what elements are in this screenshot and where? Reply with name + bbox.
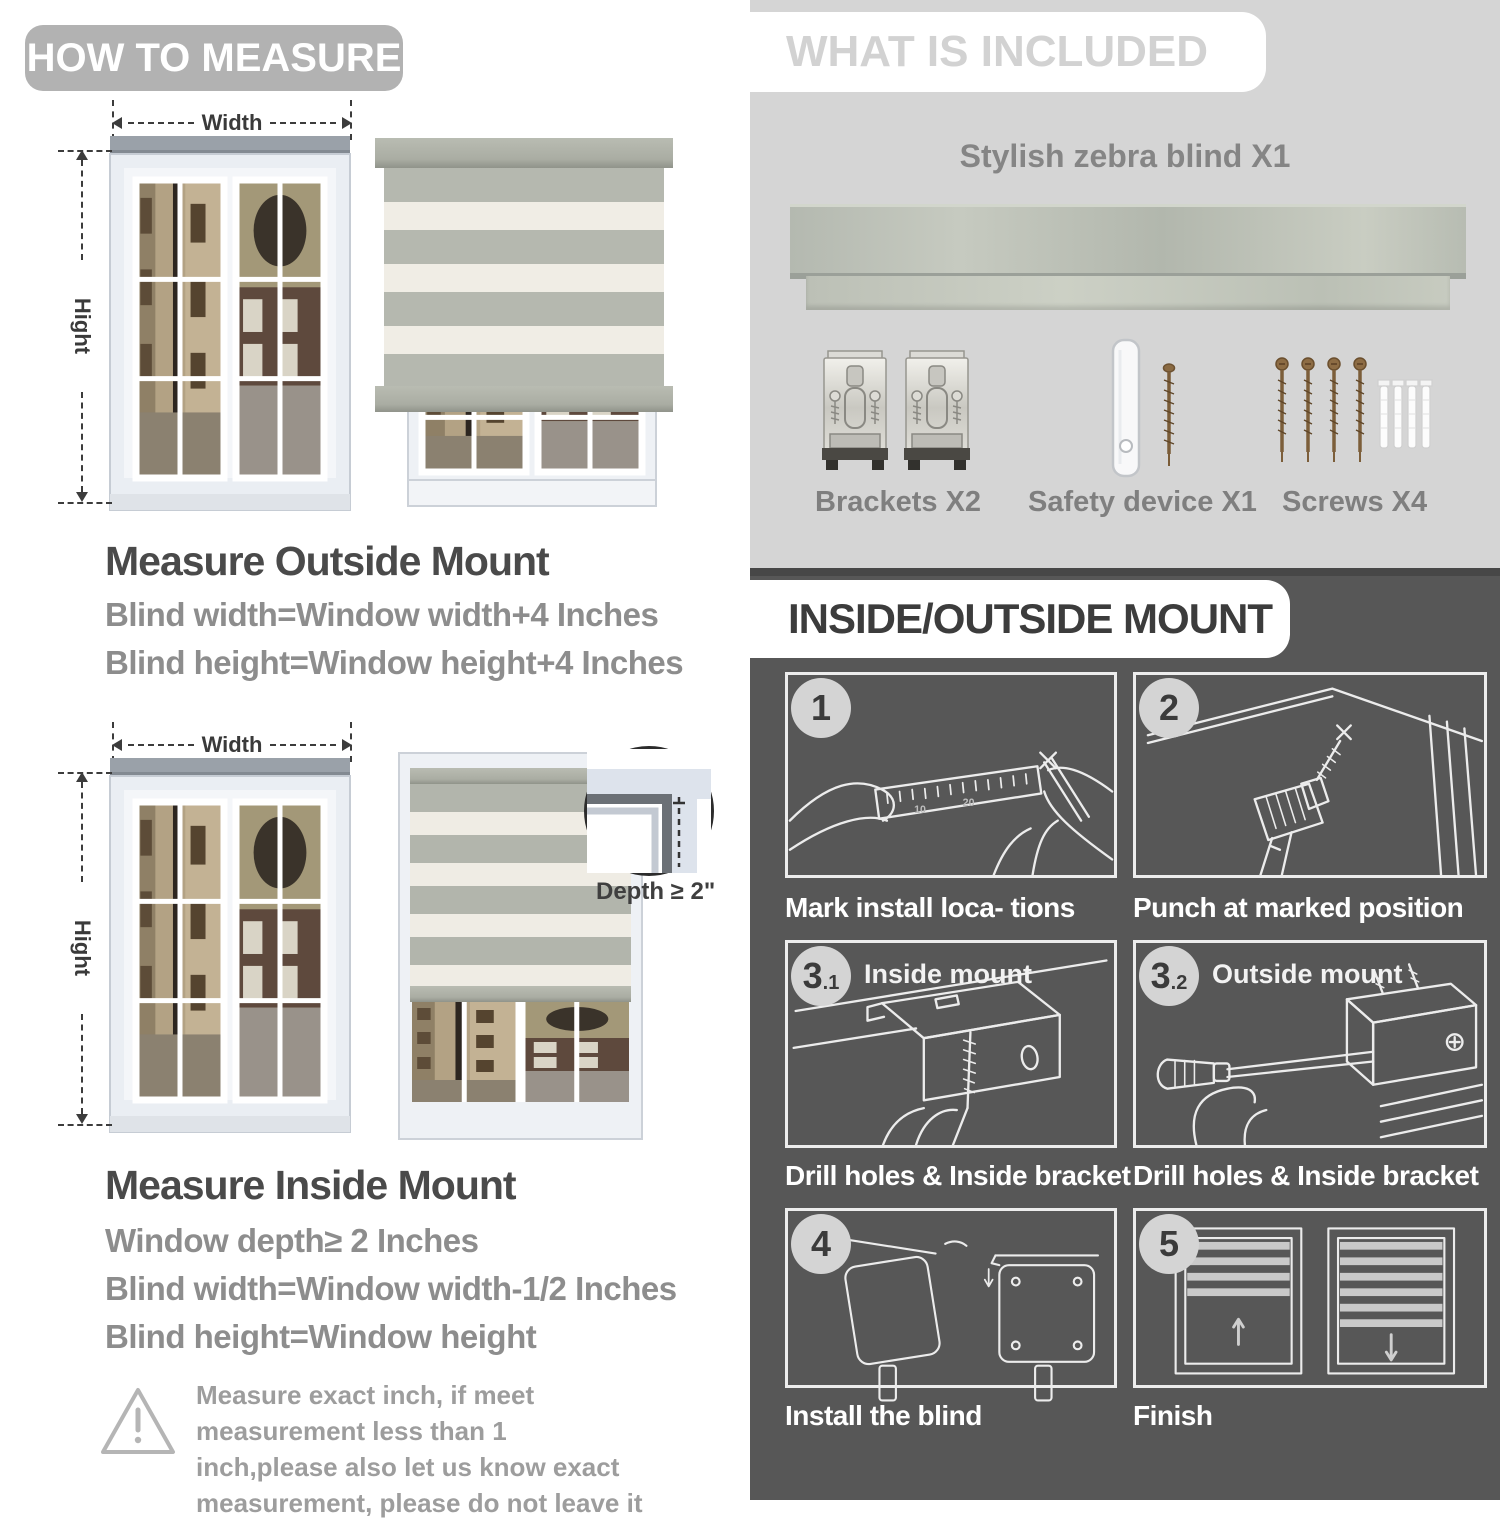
window-illustration-inside xyxy=(110,758,350,1132)
zebra-blind-headrail-lip xyxy=(806,276,1450,310)
product-title: Stylish zebra blind X1 xyxy=(959,138,1291,174)
blind-bottom-rail xyxy=(410,986,631,1002)
step-badge: 3 .2 xyxy=(1139,946,1199,1006)
step-box-2 xyxy=(1133,672,1487,878)
rule-line: Blind height=Window height xyxy=(105,1318,537,1355)
arrow-down-icon xyxy=(76,1114,88,1124)
step-badge: 2 xyxy=(1139,678,1199,738)
safety-device-label: Safety device X1 xyxy=(1028,486,1257,518)
blind-bottom-rail xyxy=(375,386,673,412)
what-is-included-title: WHAT IS INCLUDED xyxy=(786,27,1209,76)
depth-label: Depth ≥ 2" xyxy=(596,878,716,905)
step-inlabel-inside-mount: Inside mount xyxy=(864,959,1032,989)
warning-icon xyxy=(96,1382,180,1462)
step-box-1 xyxy=(785,672,1117,878)
how-to-measure-banner xyxy=(25,25,403,91)
screws-label: Screws X4 xyxy=(1282,486,1428,518)
step-caption-4: Install the blind xyxy=(785,1400,982,1431)
brackets-label: Brackets X2 xyxy=(815,486,982,518)
arrow-up-icon xyxy=(76,150,88,160)
width-measure-arrow xyxy=(112,734,352,756)
rule-line: Blind height=Window height+4 Inches xyxy=(105,644,684,681)
zebra-blind-stripes xyxy=(384,168,664,386)
step-caption-1: Mark install loca- tions xyxy=(785,892,1075,923)
svg-text:10: 10 xyxy=(914,803,926,816)
rule-line: Blind width=Window width-1/2 Inches xyxy=(105,1270,677,1307)
step-caption-3-2: Drill holes & Inside bracket xyxy=(1133,1160,1479,1191)
step-box-5 xyxy=(1133,1208,1487,1388)
svg-text:20: 20 xyxy=(962,797,975,810)
width-measure-arrow xyxy=(112,112,352,134)
step-box-3-2 xyxy=(1133,940,1487,1148)
height-measure-arrow xyxy=(70,150,96,502)
window-corner-detail xyxy=(587,749,711,873)
height-label: Hight xyxy=(70,919,96,977)
blind-headrail xyxy=(375,138,673,168)
window-illustration-outside xyxy=(110,136,350,510)
bracket-icon xyxy=(900,348,974,476)
safety-device-icon xyxy=(1085,336,1195,486)
step-badge: 3 .1 xyxy=(791,946,851,1006)
screws-icon xyxy=(1268,352,1428,476)
what-is-included-banner xyxy=(750,12,1266,92)
step-box-3-1 xyxy=(785,940,1117,1148)
step-caption-3-1: Drill holes & Inside bracket xyxy=(785,1160,1131,1191)
rule-line: Window depth≥ 2 Inches xyxy=(105,1222,479,1259)
zebra-blind-headrail-product xyxy=(790,204,1466,279)
step-box-4 xyxy=(785,1208,1117,1388)
arrow-up-icon xyxy=(76,772,88,782)
inside-outside-mount-title: INSIDE/OUTSIDE MOUNT xyxy=(788,595,1273,642)
window-photo-under-blind xyxy=(412,1002,629,1102)
width-label: Width xyxy=(201,110,263,135)
section-heading-outside: Measure Outside Mount xyxy=(105,538,549,584)
step-badge: 1 xyxy=(791,678,851,738)
inside-outside-mount-banner xyxy=(750,580,1290,658)
how-to-measure-title: HOW TO MEASURE xyxy=(26,35,402,80)
step-inlabel-outside-mount: Outside mount xyxy=(1212,959,1403,989)
rule-line: Blind width=Window width+4 Inches xyxy=(105,596,659,633)
step-badge: 5 xyxy=(1139,1214,1199,1274)
measurement-note: Measure exact inch, if meet measurement less than 1 inch,please also let us know exact measurement, please do not leave it xyxy=(196,1380,643,1518)
arrow-down-icon xyxy=(76,492,88,502)
step-caption-2: Punch at marked position xyxy=(1133,892,1464,923)
height-label: Hight xyxy=(70,297,96,355)
width-label: Width xyxy=(201,732,263,757)
step-caption-5: Finish xyxy=(1133,1400,1213,1431)
section-heading-inside: Measure Inside Mount xyxy=(105,1162,516,1208)
bracket-icon xyxy=(818,348,892,476)
depth-magnifier xyxy=(584,746,714,876)
step-badge: 4 xyxy=(791,1214,851,1274)
height-measure-arrow xyxy=(70,772,96,1124)
